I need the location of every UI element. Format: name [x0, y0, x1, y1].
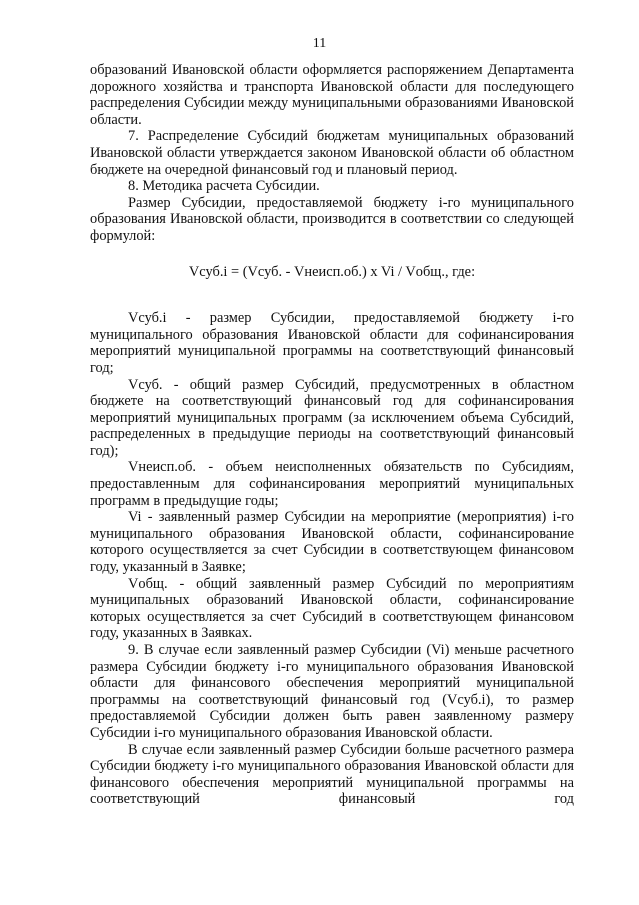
- paragraph-item-7: 7. Распределение Субсидий бюджетам муниципальных образований Ивановской области утверждается законом Ивановской области об областном бюджете на очередной финансовый год и плановый период.: [90, 128, 574, 178]
- body-text: [90, 62, 574, 808]
- definition-vneisp: Vнеисп.об. - объем неисполненных обязательств по Субсидиям, предоставленным для софинансирования мероприятий муниципальных программ в предыдущие годы;: [90, 459, 574, 509]
- paragraph-continuation: образований Ивановской области оформляется распоряжением Департамента дорожного хозяйства и транспорта Ивановской области для последующего распределения Субсидии между муниципальными образованиями Ивановской области.: [90, 62, 574, 128]
- paragraph-item-9: 9. В случае если заявленный размер Субсидии (Vi) меньше расчетного размера Субсидии бюджету i-го муниципального образования Ивановской области для финансового обеспечения мероприятий муниципальной программы на соответствующий финансовый год (Vсуб.i), то размер предоставляемой Субсидии должен быть равен заявленному размеру Субсидии i-го муниципального образования Ивановской области.: [90, 642, 574, 741]
- definition-vsub: Vсуб. - общий размер Субсидий, предусмотренных в областном бюджете на соответствующий финансовый год для софинансирования мероприятий муниципальных программ (за исключением объема Субсидий, распределенных в предыдущие периоды на соответствующий финансовый год);: [90, 376, 574, 459]
- paragraph-item-8: 8. Методика расчета Субсидии.: [128, 178, 320, 195]
- definition-vi: Vi - заявленный размер Субсидии на мероприятие (мероприятия) i-го муниципального образования Ивановской области, софинансирование которого осуществляется за счет Субсидии в соответствующем финансовом году, указанный в Заявке;: [90, 509, 574, 576]
- definition-vobsch: Vобщ. - общий заявленный размер Субсидий по мероприятиям муниципальных образований Ивановской области, софинансирование которых осуществляется за счет Субсидий в соответствующем финансовом году, указанных в Заявках.: [90, 575, 574, 642]
- paragraph-case-greater: В случае если заявленный размер Субсидии больше расчетного размера Субсидии бюджету i-го муниципального образования Ивановской области для финансового обеспечения мероприятий муниципальной программы на соответствующий финансовый год: [90, 741, 574, 808]
- definition-vsub-i: Vсуб.i - размер Субсидии, предоставляемой бюджету i-го муниципального образования Ивановской области для софинансирования мероприятий муниципальной программы на соответствующий финансовый год;: [90, 310, 574, 376]
- page-number: 11: [312, 36, 327, 51]
- paragraph-subsidy-size: Размер Субсидии, предоставляемой бюджету i-го муниципального образования Ивановской области, производится в соответствии со следующей формулой:: [90, 194, 574, 244]
- formula: Vсуб.i = (Vсуб. - Vнеисп.об.) x Vi / Vобщ., где:: [188, 263, 476, 280]
